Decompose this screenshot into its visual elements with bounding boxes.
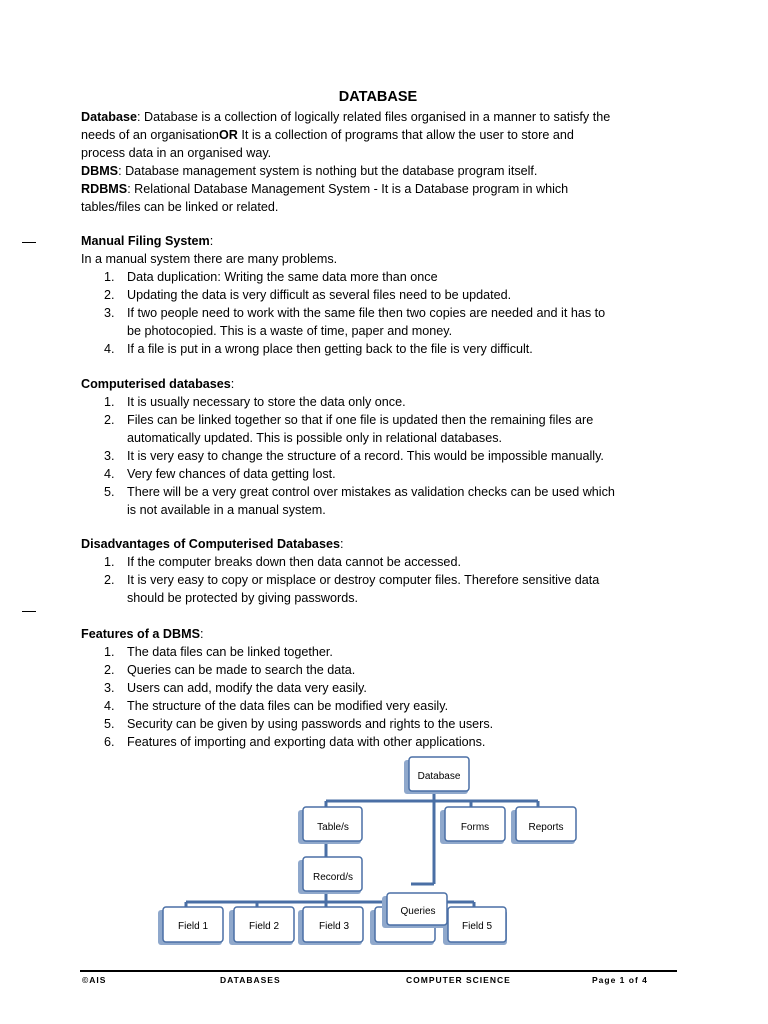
list-text: The data files can be linked together. (127, 645, 333, 659)
node-tables (298, 807, 362, 844)
heading-colon: : (230, 377, 235, 391)
node-records (298, 857, 362, 894)
list-text: If a file is put in a wrong place then getting back to the file is very difficult. (127, 342, 533, 356)
list-number: 1. (104, 395, 115, 409)
rdbms-def-text: : Relational Database Management System - It is a Database program in which (127, 182, 569, 196)
list-number: 1. (104, 270, 115, 284)
dbms-def-text: : Database management system is nothing but the database program itself. (118, 164, 538, 178)
features-heading: Features of a DBMS (81, 627, 200, 641)
list-number: 2. (104, 413, 115, 427)
list-text: Queries can be made to search the data. (127, 663, 356, 677)
node-label: Reports (528, 822, 564, 833)
list-number: 3. (104, 449, 115, 463)
node-label: Field 3 (318, 921, 350, 932)
list-number: 1. (104, 645, 115, 659)
list-text: Data duplication: Writing the same data more than once (127, 270, 438, 284)
list-text: Users can add, modify the data very easily. (127, 681, 367, 695)
node-database (404, 757, 469, 794)
list-text: Security can be given by using passwords and rights to the users. (127, 717, 494, 731)
node-label: Field 2 (248, 921, 280, 932)
node-label: Record/s (312, 872, 354, 883)
list-text: It is usually necessary to store the data only once. (127, 395, 406, 409)
list-number: 3. (104, 681, 115, 695)
node-field-2 (229, 907, 294, 945)
node-forms (440, 807, 505, 844)
node-field-5 (443, 907, 507, 945)
list-text: be photocopied. This is a waste of time, paper and money. (127, 324, 453, 338)
list-number: 4. (104, 699, 115, 713)
database-def-text: It is a collection of programs that allow the user to store and (237, 128, 574, 142)
list-text: Files can be linked together so that if one file is updated then the remaining files are (127, 413, 594, 427)
list-number: 1. (104, 555, 115, 569)
dbms-term: DBMS (81, 164, 119, 178)
list-text: It is very easy to copy or misplace or destroy computer files. Therefore sensitive data (127, 573, 600, 587)
list-number: 5. (104, 717, 115, 731)
node-label: Table/s (317, 822, 349, 833)
heading-colon: : (209, 234, 214, 248)
node-label: Field 1 (177, 921, 209, 932)
node-label: Database (417, 771, 461, 782)
list-text: It is very easy to change the structure of a record. This would be impossible manually. (127, 449, 604, 463)
list-number: 6. (104, 735, 115, 749)
list-text: If two people need to work with the same file then two copies are needed and it has to (127, 306, 606, 320)
footer-rule (80, 970, 677, 972)
rdbms-term: RDBMS (81, 182, 128, 196)
list-text: is not available in a manual system. (127, 503, 326, 517)
list-text: automatically updated. This is possible only in relational databases. (127, 431, 503, 445)
footer-subject: DATABASES (220, 975, 281, 985)
database-term: Database (81, 110, 138, 124)
list-text: Features of importing and exporting data with other applications. (127, 735, 486, 749)
database-def-text: : Database is a collection of logically related files organised in a manner to satisfy the (137, 110, 611, 124)
page-title: DATABASE (338, 89, 418, 105)
computerised-heading: Computerised databases (81, 377, 231, 391)
rdbms-def-text: tables/files can be linked or related. (81, 200, 279, 214)
list-text: Very few chances of data getting lost. (127, 467, 336, 481)
manual-lead: In a manual system there are many problems. (81, 252, 338, 266)
list-text: If the computer breaks down then data cannot be accessed. (127, 555, 461, 569)
node-field-1 (158, 907, 223, 945)
manual-heading: Manual Filing System (81, 234, 210, 248)
list-text: The structure of the data files can be modified very easily. (127, 699, 449, 713)
node-label: Forms (460, 822, 490, 833)
list-number: 3. (104, 306, 115, 320)
list-number: 4. (104, 467, 115, 481)
heading-colon: : (199, 627, 204, 641)
database-def-text: needs of an organisation (81, 128, 219, 142)
or-word: OR (218, 128, 238, 142)
list-number: 4. (104, 342, 115, 356)
list-number: 2. (104, 288, 115, 302)
footer-copyright: ©AIS (82, 975, 107, 985)
node-queries (382, 893, 447, 928)
list-text: There will be a very great control over mistakes as validation checks can be used which (127, 485, 615, 499)
node-label: Field 5 (461, 921, 493, 932)
database-def-text: process data in an organised way. (81, 146, 272, 160)
list-text: should be protected by giving passwords. (127, 591, 359, 605)
heading-colon: : (339, 537, 344, 551)
node-label: Queries (400, 906, 436, 917)
list-number: 2. (104, 663, 115, 677)
list-number: 2. (104, 573, 115, 587)
diagram-nodes (158, 757, 576, 945)
node-reports (511, 807, 576, 844)
list-number: 5. (104, 485, 115, 499)
list-text: Updating the data is very difficult as several files need to be updated. (127, 288, 512, 302)
disadvantages-heading: Disadvantages of Computerised Databases (81, 537, 340, 551)
footer-page-number: Page 1 of 4 (592, 975, 648, 985)
node-field-3 (298, 907, 363, 945)
footer-course: COMPUTER SCIENCE (406, 975, 511, 985)
